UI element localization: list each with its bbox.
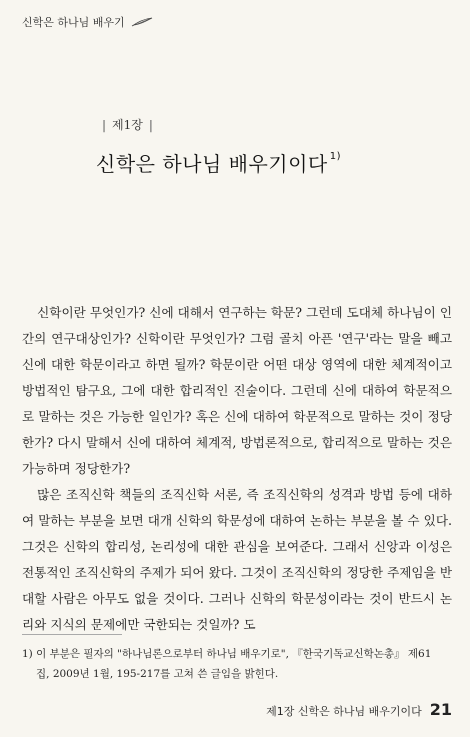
chapter-label-bar-right: | <box>148 118 153 132</box>
chapter-label-text: 제1장 <box>112 118 143 132</box>
chapter-title <box>96 148 341 177</box>
footer-chapter-text: 제1장 신학은 하나님 배우기이다 <box>266 705 422 718</box>
footnote <box>22 644 452 684</box>
body-text <box>22 300 452 638</box>
chapter-title-text: 신학은 하나님 배우기이다 <box>96 152 328 176</box>
chapter-label-bar-left: | <box>102 118 107 132</box>
footnote-reference: 1) <box>329 151 342 162</box>
paragraph-1: 신학이란 무엇인가? 신에 대해서 연구하는 학문? 그런데 도대체 하나님이 인간의 연구대상인가? 신학이란 무엇인가? 그럼 골치 아픈 '연구'라는 말을 빼고 신에 대한 학문이라고 하면 될까? 학문이란 어떤 대상 영역에 대한 체계적이고 방법적인 탐구요, 그에 대한 합리적인 진술이다. 그런데 신에 대하여 학문적으로 말하는 것은 가능한 일인가? 혹은 신에 대하여 학문적으로 말하는 것이 정당한가? 다시 말해서 신에 대하여 체계적, 방법론적으로, 합리적으로 말하는 것은 가능하며 정당한가? <box>22 305 452 476</box>
footnote-line-2: 집, 2009년 1월, 195-217를 고쳐 쓴 글임을 밝힌다. <box>36 668 279 680</box>
footnote-line-1: 1) 이 부분은 필자의 "하나님론으로부터 하나님 배우기로", 『한국기독교신학논총』 제61 <box>22 648 432 660</box>
feather-quill-icon <box>131 17 153 27</box>
page-footer <box>266 700 452 719</box>
running-head <box>22 14 153 30</box>
footnote-divider <box>22 634 122 635</box>
paragraph-2: 많은 조직신학 책들의 조직신학 서론, 즉 조직신학의 성격과 방법 등에 대하여 말하는 부분을 보면 대개 신학의 학문성에 대하여 논하는 부분을 볼 수 있다. 그것은 신학의 합리성, 논리성에 대한 관심을 보여준다. 그래서 신앙과 이성은 전통적인 조직신학의 주제가 되어 왔다. 그것이 조직신학의 정당한 주제임을 반대할 사람은 아무도 없을 것이다. 그러나 신학의 학문성이라는 것이 반드시 논리와 지식의 문제에만 국한되는 것일까? 도 <box>22 487 452 632</box>
running-head-text: 신학은 하나님 배우기 <box>22 16 125 29</box>
chapter-label <box>96 116 159 133</box>
page-number: 21 <box>429 700 452 719</box>
